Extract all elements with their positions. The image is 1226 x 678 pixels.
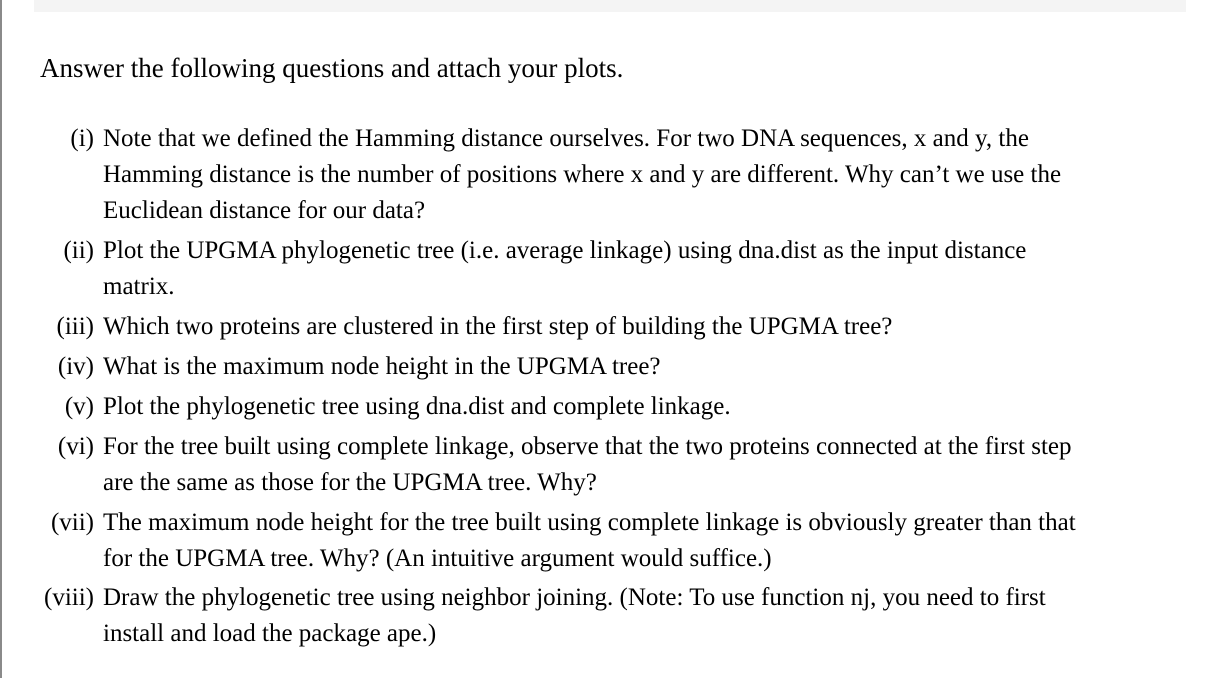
- question-text-line: Note that we defined the Hamming distance ourselves. For two DNA sequences, x and y, the: [103, 125, 1029, 152]
- question-text-line: Draw the phylogenetic tree using neighbor joining. (Note: To use function nj, you need to first: [103, 584, 1046, 611]
- question-text-line: Plot the phylogenetic tree using dna.dist and complete linkage.: [103, 393, 731, 420]
- question-number: (viii): [44, 584, 94, 611]
- question-text-line: Euclidean distance for our data?: [103, 197, 426, 224]
- question-text-line: For the tree built using complete linkage, observe that the two proteins connected at the first step: [103, 433, 1072, 460]
- question-number: (vi): [57, 433, 94, 460]
- question-text-line: Which two proteins are clustered in the first step of building the UPGMA tree?: [103, 313, 893, 340]
- question-text-line: for the UPGMA tree. Why? (An intuitive argument would suffice.): [103, 545, 772, 572]
- instructions-heading: Answer the following questions and attach your plots.: [40, 53, 624, 83]
- question-text-line: matrix.: [103, 273, 175, 300]
- question-text-line: install and load the package ape.): [103, 620, 437, 647]
- question-text-line: are the same as those for the UPGMA tree. Why?: [103, 469, 597, 496]
- question-number: (v): [64, 393, 94, 420]
- question-text-line: What is the maximum node height in the UPGMA tree?: [103, 353, 661, 380]
- question-text-line: The maximum node height for the tree built using complete linkage is obviously greater than that: [103, 509, 1076, 536]
- question-number: (i): [70, 125, 94, 152]
- top-shaded-band: [34, 0, 1186, 12]
- question-number: (vii): [50, 509, 94, 536]
- question-text-line: Hamming distance is the number of positions where x and y are different. Why can’t we use the: [103, 161, 1062, 188]
- question-number: (ii): [63, 237, 94, 264]
- question-text-line: Plot the UPGMA phylogenetic tree (i.e. average linkage) using dna.dist as the input distance: [103, 237, 1027, 264]
- question-number: (iii): [56, 313, 94, 340]
- question-number: (iv): [57, 353, 94, 380]
